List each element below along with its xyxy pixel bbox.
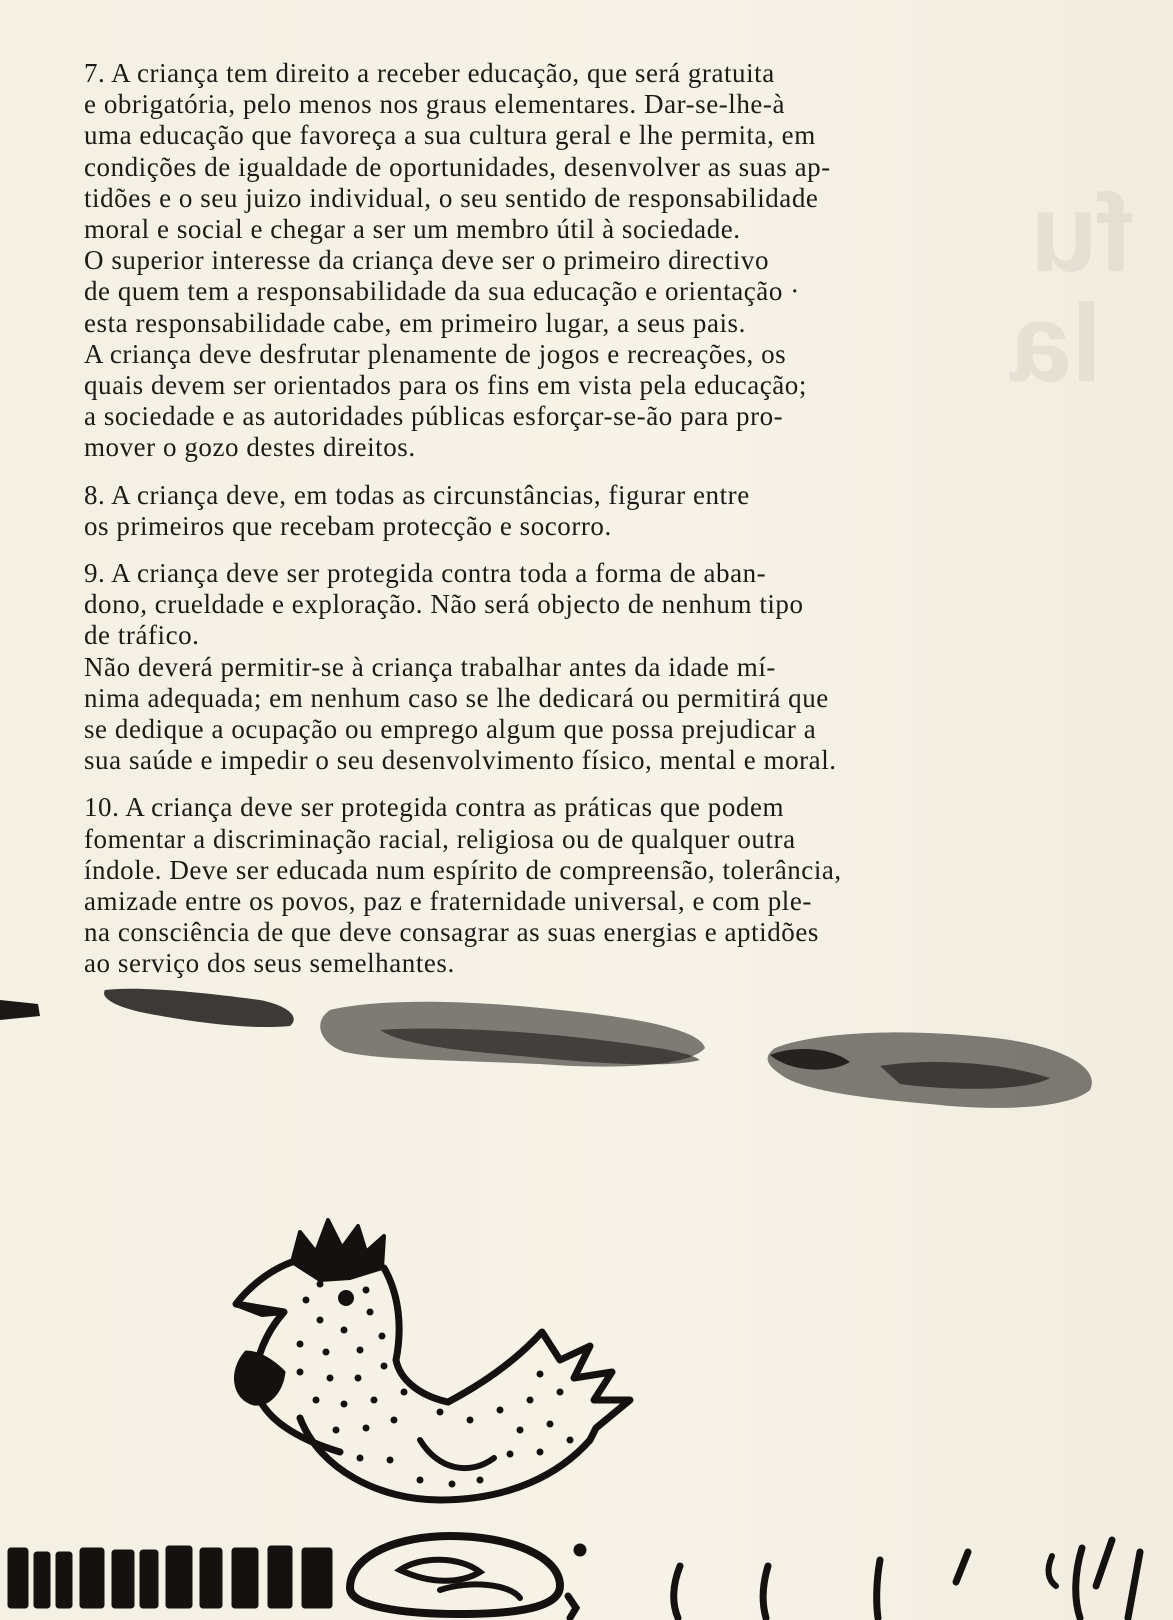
text-line: esta responsabilidade cabe, em primeiro lugar, a seus pais. — [84, 307, 746, 338]
text-line: amizade entre os povos, paz e fraternidade universal, e com ple- — [84, 886, 812, 917]
show-through-text: fu — [1030, 172, 1134, 295]
text-line: 9. A criança deve ser protegida contra toda a forma de aban- — [84, 558, 767, 589]
text-line: uma educação que favoreça a sua cultura geral e lhe permita, em — [84, 120, 816, 151]
rooster-drawing — [236, 1220, 630, 1500]
text-line: nima adequada; em nenhum caso se lhe dedicará ou permitirá que — [84, 682, 829, 713]
text-line: de tráfico. — [84, 620, 200, 651]
text-line: e obrigatória, pelo menos nos graus elementares. Dar-se-lhe-à — [84, 89, 785, 120]
crayon-scribble-drawing — [0, 989, 1092, 1108]
text-line: Não deverá permitir-se à criança trabalhar antes da idade mí- — [84, 651, 776, 682]
text-line: 10. A criança deve ser protegida contra as práticas que podem — [84, 792, 785, 823]
text-line: sua saúde e impedir o seu desenvolvimento físico, mental e moral. — [84, 745, 837, 776]
text-line: A criança deve desfrutar plenamente de jogos e recreações, os — [84, 338, 787, 369]
show-through-text: la — [1010, 282, 1102, 405]
text-line: ao serviço dos seus semelhantes. — [84, 948, 455, 979]
text-line: os primeiros que recebam protecção e socorro. — [84, 510, 612, 541]
text-line: mover o gozo destes direitos. — [84, 432, 416, 463]
text-line: moral e social e chegar a ser um membro útil à sociedade. — [84, 214, 741, 245]
text-line: fomentar a discriminação racial, religiosa ou de qualquer outra — [84, 823, 796, 854]
fence-strokes-drawing — [8, 1536, 1140, 1618]
text-line: se dedique a ocupação ou emprego algum que possa prejudicar a — [84, 714, 817, 745]
text-line: O superior interesse da criança deve ser o primeiro directivo — [84, 245, 770, 276]
text-line: de quem tem a responsabilidade da sua educação e orientação · — [84, 276, 800, 307]
text-line: quais devem ser orientados para os fins em vista pela educação; — [84, 370, 807, 401]
text-line: condições de igualdade de oportunidades, desenvolver as suas ap- — [84, 151, 831, 182]
text-line: índole. Deve ser educada num espírito de compreensão, tolerância, — [84, 854, 842, 885]
text-line: a sociedade e as autoridades públicas esforçar-se-ão para pro- — [84, 401, 784, 432]
text-line: dono, crueldade e exploração. Não será objecto de nenhum tipo — [84, 589, 804, 620]
text-line: na consciência de que deve consagrar as suas energias e aptidões — [84, 917, 819, 948]
text-line: 8. A criança deve, em todas as circunstâncias, figurar entre — [84, 479, 750, 510]
text-line: 7. A criança tem direito a receber educação, que será gratuita — [84, 58, 775, 88]
text-line: tidões e o seu juizo individual, o seu sentido de responsabilidade — [84, 182, 819, 213]
